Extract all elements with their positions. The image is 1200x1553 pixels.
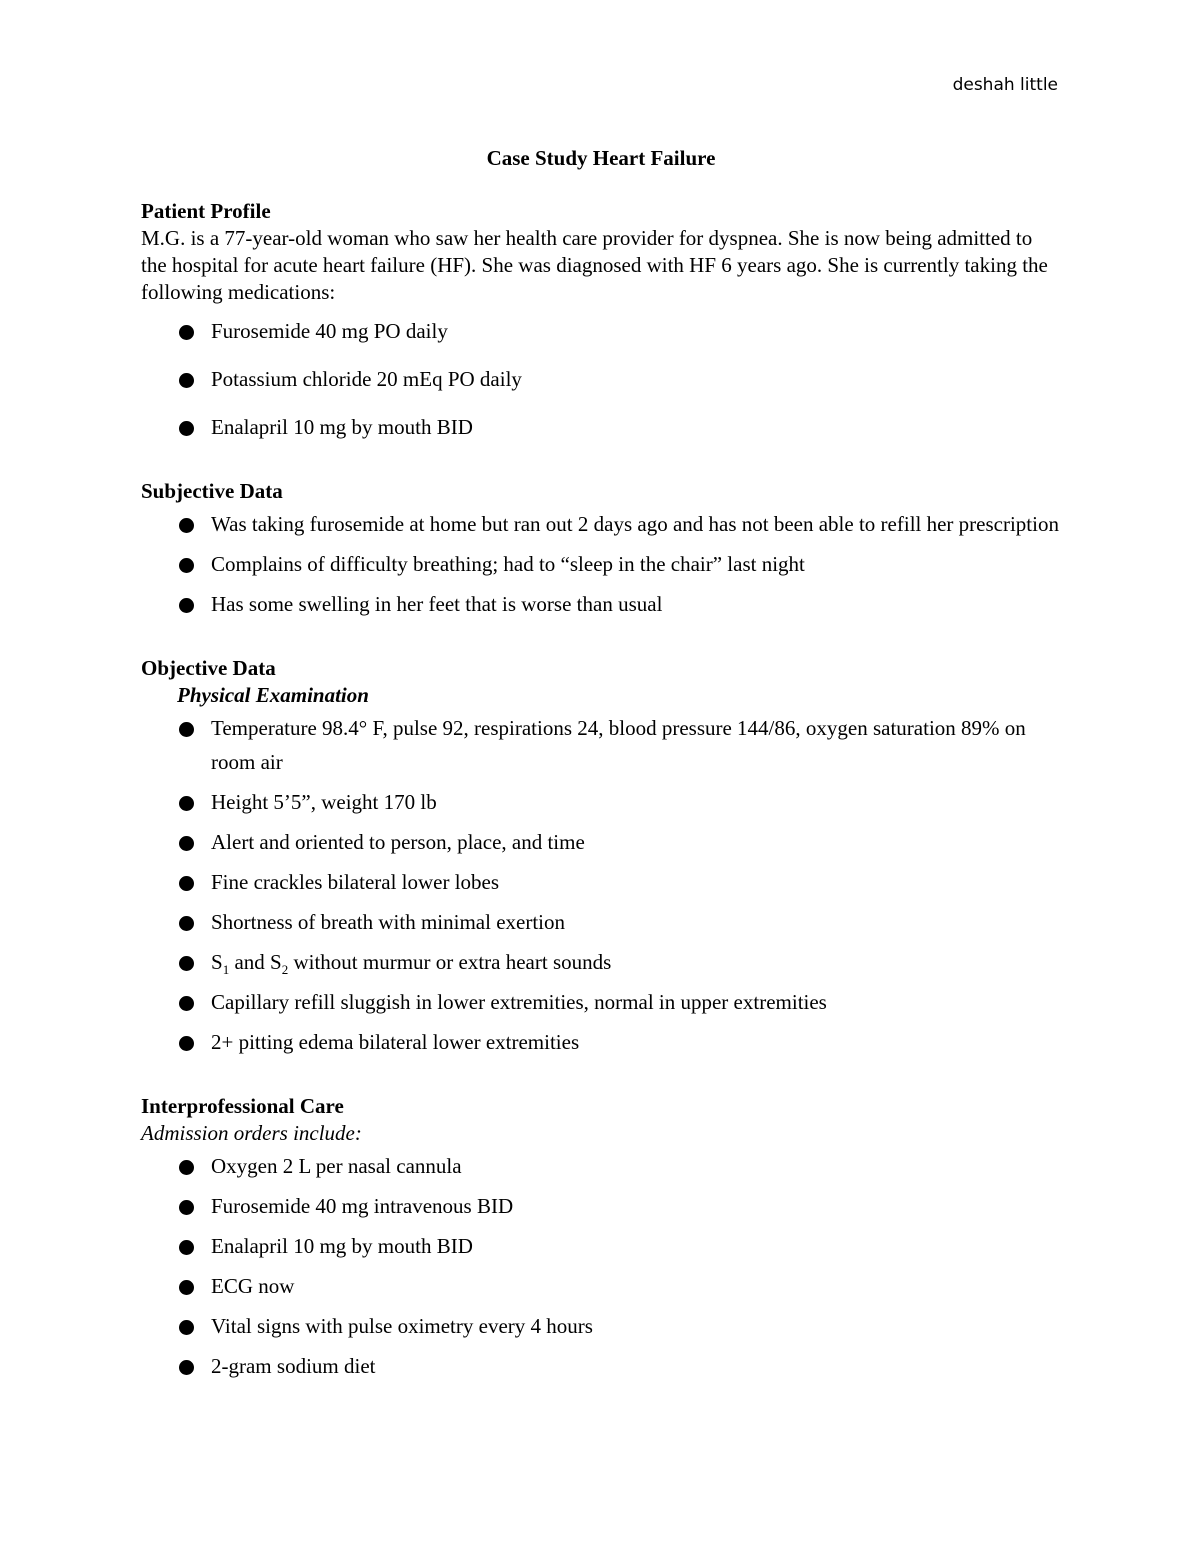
list-item-text: Has some swelling in her feet that is worse than usual: [211, 592, 663, 616]
list-item: [141, 1025, 1061, 1059]
bullet-icon: [179, 1036, 194, 1051]
list-item: [141, 945, 1061, 979]
list-item-text: Was taking furosemide at home but ran out 2 days ago and has not been able to refill her prescription: [211, 512, 1059, 536]
bullet-icon: [179, 558, 194, 573]
list-item: [141, 905, 1061, 939]
list-item: [141, 1269, 1061, 1303]
list-item-text: Enalapril 10 mg by mouth BID: [211, 415, 473, 439]
bullet-icon: [179, 996, 194, 1011]
list-item: [141, 1349, 1061, 1383]
list-item-text: Height 5’5”, weight 170 lb: [211, 790, 437, 814]
list-item: [141, 547, 1061, 581]
list-item: [141, 410, 1061, 444]
heart-sounds-rest: without murmur or extra heart sounds: [288, 950, 612, 974]
list-item: [141, 587, 1061, 621]
list-item: [141, 865, 1061, 899]
list-item-text: Capillary refill sluggish in lower extremities, normal in upper extremities: [211, 990, 827, 1014]
bullet-icon: [179, 373, 194, 388]
list-item: [141, 985, 1061, 1019]
subjective-data-heading: Subjective Data: [141, 479, 283, 503]
interprofessional-care-heading: Interprofessional Care: [141, 1094, 344, 1118]
list-item-text: Temperature 98.4° F, pulse 92, respirations 24, blood pressure 144/86, oxygen saturation 89% on room air: [211, 716, 1026, 774]
bullet-icon: [179, 722, 194, 737]
bullet-icon: [179, 1160, 194, 1175]
admission-orders-list: [141, 1149, 1061, 1383]
list-item-text: Alert and oriented to person, place, and time: [211, 830, 585, 854]
list-item-text: Vital signs with pulse oximetry every 4 hours: [211, 1314, 593, 1338]
list-item-text: ECG now: [211, 1274, 295, 1298]
objective-data-heading: Objective Data: [141, 656, 276, 680]
list-item-text: Potassium chloride 20 mEq PO daily: [211, 367, 522, 391]
patient-profile-heading: Patient Profile: [141, 199, 271, 223]
list-item: [141, 314, 1061, 348]
medication-list: [141, 314, 1061, 444]
objective-data-section: [141, 655, 1061, 1059]
bullet-icon: [179, 421, 194, 436]
list-item-text: Shortness of breath with minimal exertion: [211, 910, 566, 934]
bullet-icon: [179, 1280, 194, 1295]
list-item: [141, 1229, 1061, 1263]
bullet-icon: [179, 796, 194, 811]
list-item-text: 2-gram sodium diet: [211, 1354, 376, 1378]
list-item: [141, 785, 1061, 819]
bullet-icon: [179, 1240, 194, 1255]
heart-sounds-text: [211, 950, 612, 978]
patient-profile-section: [141, 198, 1061, 444]
list-item: [141, 1309, 1061, 1343]
s2-label: S: [270, 950, 282, 974]
list-item: [141, 825, 1061, 859]
list-item-text: 2+ pitting edema bilateral lower extremities: [211, 1030, 580, 1054]
list-item-text: Oxygen 2 L per nasal cannula: [211, 1154, 462, 1178]
s1-subscript: 1: [222, 962, 230, 978]
document-title: Case Study Heart Failure: [486, 146, 716, 170]
bullet-icon: [179, 876, 194, 891]
bullet-icon: [179, 956, 194, 971]
list-item: [141, 1189, 1061, 1223]
bullet-icon: [179, 1200, 194, 1215]
s2-subscript: 2: [281, 962, 289, 978]
and-text: and: [229, 950, 271, 974]
list-item-text: Fine crackles bilateral lower lobes: [211, 870, 500, 894]
subjective-data-section: [141, 478, 1061, 621]
bullet-icon: [179, 325, 194, 340]
bullet-icon: [179, 518, 194, 533]
author-name: deshah little: [952, 75, 1058, 95]
bullet-icon: [179, 1320, 194, 1335]
list-item-text: Furosemide 40 mg PO daily: [211, 319, 448, 343]
list-item-text: Enalapril 10 mg by mouth BID: [211, 1234, 473, 1258]
interprofessional-care-section: [141, 1093, 1061, 1383]
list-item: [141, 362, 1061, 396]
bullet-icon: [179, 836, 194, 851]
list-item: [141, 711, 1061, 779]
document-body: [141, 145, 1061, 1389]
s1-label: S: [211, 950, 223, 974]
physical-examination-subheading: Physical Examination: [177, 683, 369, 707]
list-item-text: Complains of difficulty breathing; had to “sleep in the chair” last night: [211, 552, 805, 576]
bullet-icon: [179, 916, 194, 931]
list-item: [141, 507, 1061, 541]
bullet-icon: [179, 1360, 194, 1375]
list-item: [141, 1149, 1061, 1183]
bullet-icon: [179, 598, 194, 613]
patient-profile-text: M.G. is a 77-year-old woman who saw her health care provider for dyspnea. She is now being admitted to the hospital for acute heart failure (HF). She was diagnosed with HF 6 years ago. She is currently taking the following medications:: [141, 226, 1048, 304]
objective-list: [141, 711, 1061, 1059]
subjective-list: [141, 507, 1061, 621]
admission-orders-subheading: Admission orders include:: [141, 1121, 362, 1145]
list-item-text: Furosemide 40 mg intravenous BID: [211, 1194, 514, 1218]
